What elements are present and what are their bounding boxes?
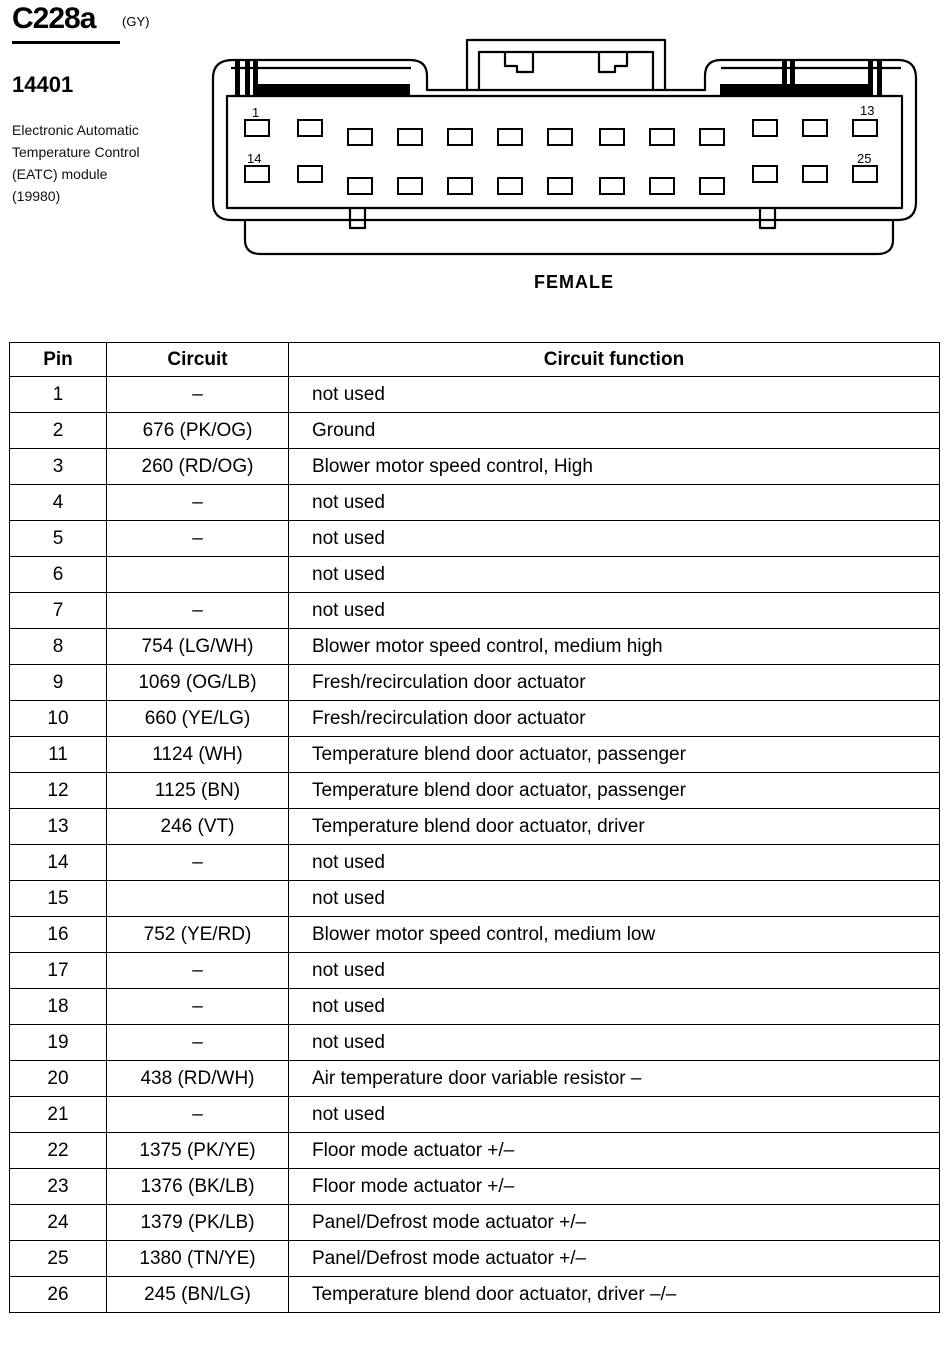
function-cell: not used — [289, 521, 940, 557]
pin-table — [9, 342, 940, 1313]
function-cell: not used — [289, 1097, 940, 1133]
table-row — [10, 1061, 940, 1097]
pin-cell: 6 — [10, 557, 107, 593]
column-header-circuit: Circuit — [107, 343, 289, 377]
table-row — [10, 593, 940, 629]
pin-cell: 16 — [10, 917, 107, 953]
circuit-cell: – — [107, 1025, 289, 1061]
table-row — [10, 413, 940, 449]
table-row — [10, 665, 940, 701]
module-description-line: (EATC) module — [12, 166, 108, 182]
pin-cell: 12 — [10, 773, 107, 809]
function-cell: not used — [289, 953, 940, 989]
table-row — [10, 557, 940, 593]
pin-label-14: 14 — [247, 151, 262, 166]
pin-cell: 1 — [10, 377, 107, 413]
pin-cell: 11 — [10, 737, 107, 773]
pin-label-13: 13 — [860, 103, 875, 118]
pin-cell: 20 — [10, 1061, 107, 1097]
circuit-cell: 1375 (PK/YE) — [107, 1133, 289, 1169]
pin-cell: 8 — [10, 629, 107, 665]
circuit-cell: 1124 (WH) — [107, 737, 289, 773]
function-cell: not used — [289, 989, 940, 1025]
table-row — [10, 737, 940, 773]
pin-cell: 5 — [10, 521, 107, 557]
connector-face-diagram — [205, 32, 925, 262]
pin-cell: 22 — [10, 1133, 107, 1169]
circuit-cell: 246 (VT) — [107, 809, 289, 845]
function-cell: Panel/Defrost mode actuator +/– — [289, 1241, 940, 1277]
pin-cell: 26 — [10, 1277, 107, 1313]
table-row — [10, 1277, 940, 1313]
connector-id: C228a — [12, 2, 96, 35]
table-row — [10, 377, 940, 413]
table-header-row — [10, 343, 940, 377]
circuit-cell: – — [107, 521, 289, 557]
function-cell: Fresh/recirculation door actuator — [289, 701, 940, 737]
connector-id-underline — [12, 41, 120, 44]
table-row — [10, 845, 940, 881]
circuit-cell: 676 (PK/OG) — [107, 413, 289, 449]
circuit-cell: 752 (YE/RD) — [107, 917, 289, 953]
circuit-cell: 1379 (PK/LB) — [107, 1205, 289, 1241]
circuit-cell: 260 (RD/OG) — [107, 449, 289, 485]
function-cell: not used — [289, 881, 940, 917]
pin-cell: 15 — [10, 881, 107, 917]
pin-cell: 25 — [10, 1241, 107, 1277]
pin-cell: 24 — [10, 1205, 107, 1241]
function-cell: Panel/Defrost mode actuator +/– — [289, 1205, 940, 1241]
pin-label-25: 25 — [857, 151, 872, 166]
circuit-cell: 245 (BN/LG) — [107, 1277, 289, 1313]
module-description-line: Electronic Automatic — [12, 122, 139, 138]
pin-cell: 10 — [10, 701, 107, 737]
function-cell: Fresh/recirculation door actuator — [289, 665, 940, 701]
function-cell: Blower motor speed control, High — [289, 449, 940, 485]
table-row — [10, 1241, 940, 1277]
column-header-pin: Pin — [10, 343, 107, 377]
circuit-cell: – — [107, 1097, 289, 1133]
table-row — [10, 1205, 940, 1241]
circuit-cell: – — [107, 845, 289, 881]
function-cell: not used — [289, 845, 940, 881]
function-cell: Temperature blend door actuator, passenger — [289, 773, 940, 809]
table-row — [10, 1169, 940, 1205]
circuit-cell: – — [107, 953, 289, 989]
table-row — [10, 629, 940, 665]
table-row — [10, 1025, 940, 1061]
pin-cell: 4 — [10, 485, 107, 521]
part-number: 14401 — [12, 72, 74, 97]
circuit-cell: 1069 (OG/LB) — [107, 665, 289, 701]
module-description-line: Temperature Control — [12, 144, 140, 160]
circuit-cell: 1125 (BN) — [107, 773, 289, 809]
module-description-line: (19980) — [12, 188, 61, 204]
function-cell: Air temperature door variable resistor – — [289, 1061, 940, 1097]
circuit-cell: – — [107, 485, 289, 521]
circuit-cell: – — [107, 593, 289, 629]
table-row — [10, 809, 940, 845]
table-row — [10, 701, 940, 737]
pin-label-1: 1 — [252, 105, 260, 120]
circuit-cell — [107, 557, 289, 593]
table-row — [10, 953, 940, 989]
table-row — [10, 1097, 940, 1133]
function-cell: Temperature blend door actuator, driver –/– — [289, 1277, 940, 1313]
circuit-cell: 754 (LG/WH) — [107, 629, 289, 665]
column-header-function: Circuit function — [289, 343, 940, 377]
connector-color-code: (GY) — [122, 14, 150, 29]
table-row — [10, 449, 940, 485]
circuit-cell — [107, 881, 289, 917]
pin-cell: 17 — [10, 953, 107, 989]
function-cell: not used — [289, 377, 940, 413]
table-row — [10, 881, 940, 917]
circuit-cell: 1380 (TN/YE) — [107, 1241, 289, 1277]
pin-cell: 3 — [10, 449, 107, 485]
function-cell: not used — [289, 485, 940, 521]
pin-cell: 7 — [10, 593, 107, 629]
pin-cell: 21 — [10, 1097, 107, 1133]
circuit-cell: 1376 (BK/LB) — [107, 1169, 289, 1205]
table-row — [10, 521, 940, 557]
function-cell: Blower motor speed control, medium high — [289, 629, 940, 665]
function-cell: Temperature blend door actuator, driver — [289, 809, 940, 845]
table-row — [10, 773, 940, 809]
circuit-cell: – — [107, 989, 289, 1025]
pin-cell: 9 — [10, 665, 107, 701]
pin-cell: 19 — [10, 1025, 107, 1061]
function-cell: Temperature blend door actuator, passenger — [289, 737, 940, 773]
table-row — [10, 485, 940, 521]
table-row — [10, 989, 940, 1025]
function-cell: Floor mode actuator +/– — [289, 1169, 940, 1205]
table-row — [10, 917, 940, 953]
pin-cell: 2 — [10, 413, 107, 449]
connector-header — [0, 0, 949, 330]
circuit-cell: 438 (RD/WH) — [107, 1061, 289, 1097]
function-cell: not used — [289, 593, 940, 629]
function-cell: not used — [289, 1025, 940, 1061]
pin-cell: 14 — [10, 845, 107, 881]
pin-cell: 18 — [10, 989, 107, 1025]
table-row — [10, 1133, 940, 1169]
function-cell: Ground — [289, 413, 940, 449]
function-cell: not used — [289, 557, 940, 593]
pin-cell: 23 — [10, 1169, 107, 1205]
function-cell: Blower motor speed control, medium low — [289, 917, 940, 953]
circuit-cell: 660 (YE/LG) — [107, 701, 289, 737]
circuit-cell: – — [107, 377, 289, 413]
function-cell: Floor mode actuator +/– — [289, 1133, 940, 1169]
view-label: FEMALE — [534, 272, 614, 292]
pin-cell: 13 — [10, 809, 107, 845]
